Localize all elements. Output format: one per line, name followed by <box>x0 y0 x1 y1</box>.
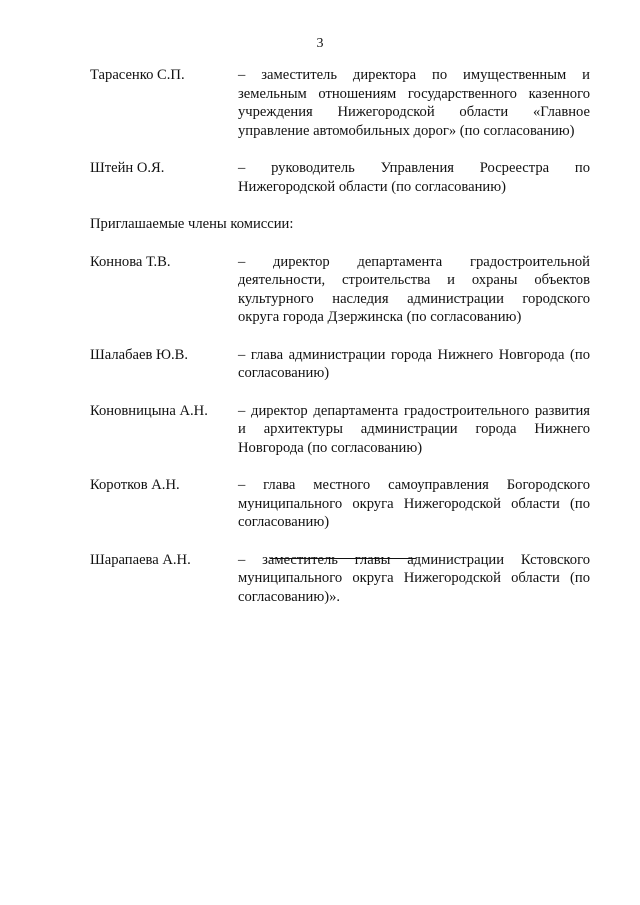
member-position: – заместитель главы администрации Кстовского муниципального округа Нижегородской области (по согласованию)». <box>238 551 590 605</box>
member-position: – глава местного самоуправления Богородского муниципального округа Нижегородской области (по согласованию) <box>238 477 590 530</box>
member-name: Шарапаева А.Н. <box>90 551 191 568</box>
member-position: – директор департамента градостроительной деятельности, строительства и охраны объектов культурного наследия администрации городского округа города Дзержинска (по согласованию) <box>238 253 590 325</box>
invited-member-row <box>90 402 590 458</box>
invited-members-heading: Приглашаемые члены комиссии: <box>90 216 294 232</box>
member-position: – глава администрации города Нижнего Новгорода (по согласованию) <box>238 346 590 381</box>
invited-member-row <box>90 253 590 327</box>
member-position: – директор департамента градостроительного развития и архитектуры администрации города Нижнего Новгорода (по согласованию) <box>238 402 590 456</box>
member-name: Коновницына А.Н. <box>90 402 208 419</box>
member-name: Шалабаев Ю.В. <box>90 346 189 363</box>
member-name: Коннова Т.В. <box>90 253 171 270</box>
member-name: Тарасенко С.П. <box>90 67 185 83</box>
invited-member-row <box>90 476 590 532</box>
member-position: – заместитель директора по имущественным и земельным отношениям государственного казенного учреждения Нижегородской области «Главное управление автомобильных дорог» (по согласованию) <box>238 67 590 139</box>
commission-list <box>90 66 590 625</box>
member-name: Коротков А.Н. <box>90 477 180 493</box>
closing-divider-line <box>270 558 416 559</box>
member-name: Штейн О.Я. <box>90 160 165 176</box>
page-number: 3 <box>316 36 324 51</box>
member-row <box>90 66 590 140</box>
invited-member-row <box>90 346 590 383</box>
member-position: – руководитель Управления Росреестра по Нижегородской области (по согласованию) <box>238 160 590 195</box>
member-row <box>90 159 590 196</box>
